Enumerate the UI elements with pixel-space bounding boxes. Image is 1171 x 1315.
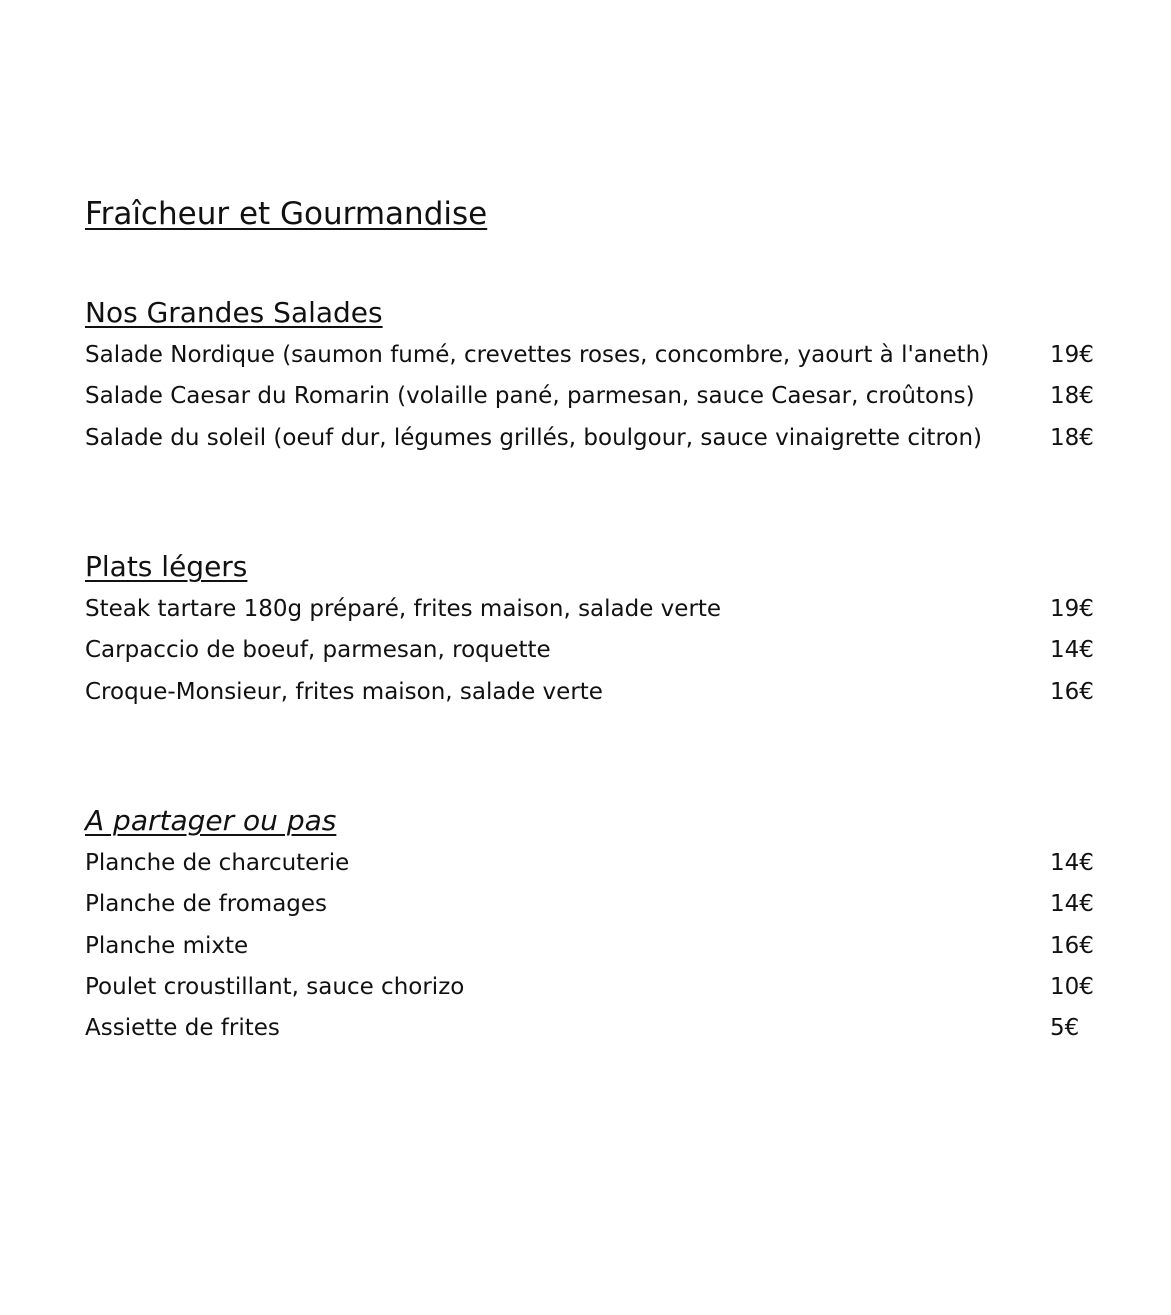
menu-item: [85, 1008, 1110, 1049]
item-price: 5€: [1050, 1015, 1080, 1042]
item-price: 18€: [1050, 424, 1094, 451]
menu-item: [85, 589, 1110, 630]
menu-item: [85, 926, 1110, 967]
item-price: 16€: [1050, 932, 1094, 959]
item-price: 18€: [1050, 383, 1094, 410]
menu-item: [85, 376, 1110, 417]
item-name: Carpaccio de boeuf, parmesan, roquette: [85, 637, 551, 664]
item-price: 14€: [1050, 891, 1094, 918]
menu-item: [85, 967, 1110, 1008]
menu-item: [85, 843, 1110, 884]
menu-item: [85, 630, 1110, 671]
menu-item: [85, 418, 1110, 459]
item-price: 16€: [1050, 678, 1094, 705]
item-name: Planche de charcuterie: [85, 850, 350, 876]
item-price: 14€: [1050, 850, 1094, 876]
menu-title: Fraîcheur et Gourmandise: [85, 196, 488, 232]
section-title: A partager ou pas: [85, 804, 337, 837]
item-price: 10€: [1050, 973, 1094, 1000]
section-title: Plats légers: [85, 550, 248, 583]
item-name: Steak tartare 180g préparé, frites maison, salade verte: [85, 596, 722, 622]
section-a-partager: [85, 803, 1110, 1049]
menu-item: [85, 335, 1110, 376]
section-plats-legers: [85, 549, 1110, 713]
item-name: Planche de fromages: [85, 891, 328, 918]
item-name: Salade Nordique (saumon fumé, crevettes roses, concombre, yaourt à l'aneth): [85, 342, 990, 368]
menu-item: [85, 884, 1110, 925]
item-name: Assiette de frites: [85, 1015, 280, 1042]
item-name: Poulet croustillant, sauce chorizo: [85, 973, 465, 1000]
item-name: Salade Caesar du Romarin (volaille pané, parmesan, sauce Caesar, croûtons): [85, 383, 975, 410]
item-name: Croque-Monsieur, frites maison, salade verte: [85, 678, 603, 705]
item-price: 19€: [1050, 342, 1094, 368]
item-price: 19€: [1050, 596, 1094, 622]
section-grandes-salades: [85, 295, 1110, 459]
menu-item: [85, 672, 1110, 713]
item-price: 14€: [1050, 637, 1094, 664]
item-name: Salade du soleil (oeuf dur, légumes grillés, boulgour, sauce vinaigrette citron): [85, 424, 983, 451]
item-name: Planche mixte: [85, 932, 249, 959]
section-title: Nos Grandes Salades: [85, 296, 383, 329]
